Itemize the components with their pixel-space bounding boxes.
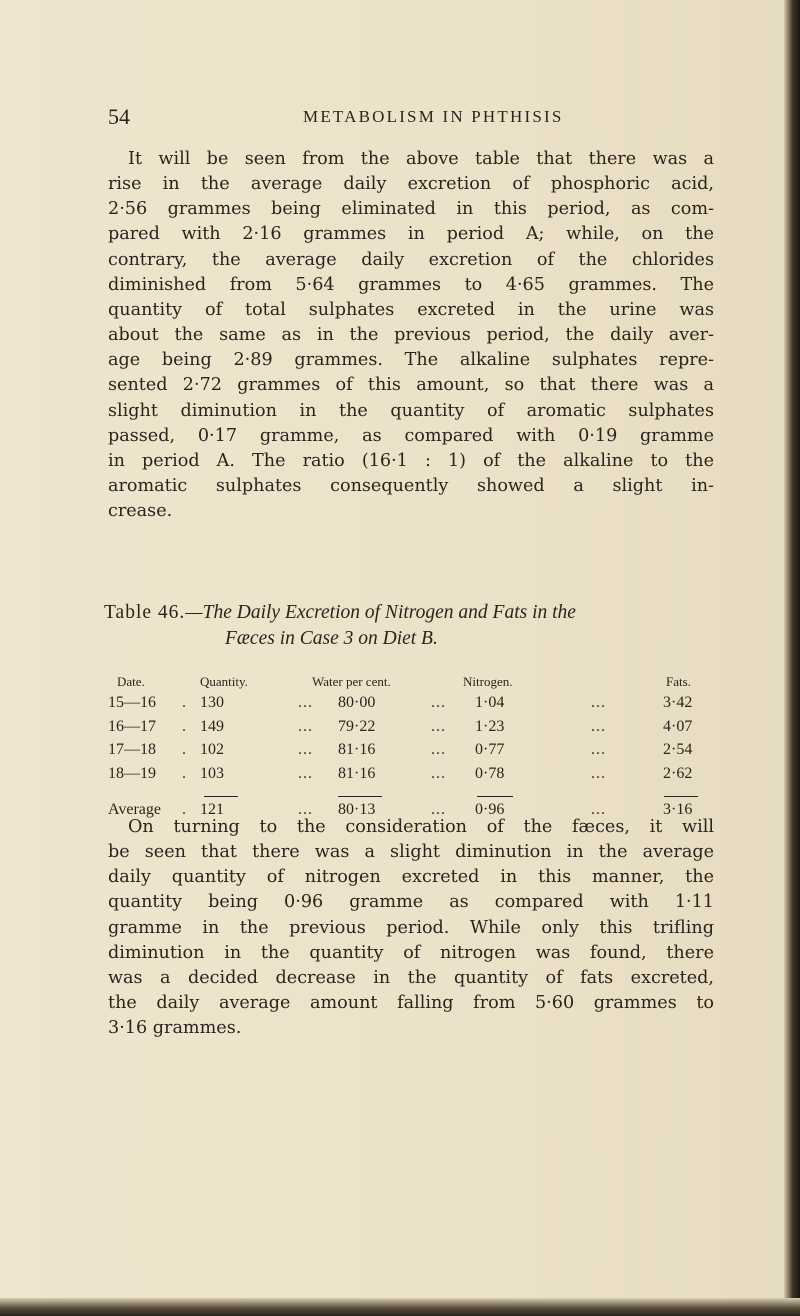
cell-average-label: Average — [108, 801, 161, 818]
cell-quantity: 149 — [200, 717, 224, 735]
column-header-date: Date. — [117, 674, 145, 689]
leader-dots: ... — [298, 741, 313, 758]
table-title-line1: —The Daily Excretion of Nitrogen and Fats in the — [185, 602, 576, 623]
cell-nitrogen: 0·78 — [475, 764, 505, 782]
table-row — [108, 741, 708, 765]
leader-dots: ... — [431, 801, 446, 818]
text-line: about the same as in the previous period, the daily aver- — [108, 325, 714, 346]
table-row — [108, 765, 708, 789]
leader-dots: ... — [591, 801, 606, 818]
text-line: passed, 0·17 gramme, as compared with 0·19 gramme — [108, 425, 714, 446]
column-header-fats: Fats. — [666, 674, 691, 689]
sum-rule-water — [338, 796, 382, 797]
cell-fats: 2·62 — [663, 764, 693, 782]
leader-dots: ... — [431, 717, 446, 735]
text-line: quantity of total sulphates excreted in the urine was — [108, 299, 714, 320]
text-line: be seen that there was a slight diminution in the average — [108, 842, 714, 863]
text-line: 2·56 grammes being eliminated in this period, as com- — [108, 199, 714, 220]
cell-date: 18—19 — [108, 764, 156, 782]
text-line: 3·16 grammes. — [108, 1018, 242, 1039]
cell-nitrogen: 1·23 — [475, 717, 505, 735]
cell-quantity: 130 — [200, 694, 224, 711]
text-line: gramme in the previous period. While only this trifling — [108, 917, 714, 938]
text-line: On turning to the consideration of the fæces, it will — [128, 817, 714, 837]
row-dot: . — [182, 801, 187, 818]
cell-nitrogen: 0·96 — [475, 801, 505, 818]
page-number: 54 — [108, 104, 130, 129]
cell-fats: 2·54 — [663, 741, 693, 758]
text-line: daily quantity of nitrogen excreted in this manner, the — [108, 867, 714, 888]
text-line: age being 2·89 grammes. The alkaline sulphates repre- — [108, 350, 714, 371]
page-bottom-shadow — [0, 1298, 800, 1316]
cell-water: 81·16 — [338, 741, 376, 758]
leader-dots: ... — [298, 801, 313, 818]
running-head — [108, 104, 708, 134]
cell-fats: 4·07 — [663, 717, 693, 735]
table-row — [108, 718, 708, 742]
table-caption — [104, 600, 724, 652]
page-edge-shadow — [784, 0, 800, 1316]
text-line: crease. — [108, 501, 173, 522]
running-title: METABOLISM IN PHTHISIS — [303, 107, 564, 126]
sum-rule-quantity — [204, 796, 238, 797]
leader-dots: ... — [298, 717, 313, 735]
leader-dots: ... — [298, 764, 313, 782]
leader-dots: ... — [431, 764, 446, 782]
row-dot: . — [182, 764, 187, 782]
leader-dots: ... — [591, 741, 606, 758]
row-dot: . — [182, 741, 187, 758]
text-line: rise in the average daily excretion of phosphoric acid, — [108, 174, 714, 195]
table-label: Table 46. — [104, 602, 186, 623]
cell-nitrogen: 0·77 — [475, 741, 505, 758]
text-line: was a decided decrease in the quantity of fats excreted, — [108, 967, 714, 988]
paragraph-phosphoric-acid — [108, 147, 714, 524]
cell-fats: 3·42 — [663, 694, 693, 711]
text-line: the daily average amount falling from 5·60 grammes to — [108, 993, 714, 1014]
leader-dots: ... — [298, 694, 313, 711]
cell-date: 15—16 — [108, 694, 156, 711]
nitrogen-fats-table — [108, 674, 708, 825]
cell-date: 17—18 — [108, 741, 156, 758]
column-header-water: Water per cent. — [312, 674, 391, 689]
table-title-line2: Fæces in Case 3 on Diet B. — [225, 628, 438, 649]
cell-nitrogen: 1·04 — [475, 694, 505, 711]
leader-dots: ... — [431, 741, 446, 758]
cell-water: 81·16 — [338, 764, 376, 782]
table-header-row — [108, 674, 708, 694]
cell-quantity: 102 — [200, 741, 224, 758]
leader-dots: ... — [591, 764, 606, 782]
text-line: slight diminution in the quantity of aromatic sulphates — [108, 400, 714, 421]
sum-rule-nitrogen — [477, 796, 513, 797]
text-line: It will be seen from the above table that there was a — [128, 149, 714, 169]
table-row — [108, 694, 708, 718]
leader-dots: ... — [431, 694, 446, 711]
cell-quantity: 121 — [200, 801, 224, 818]
text-line: in period A. The ratio (16·1 : 1) of the alkaline to the — [108, 450, 714, 471]
cell-water: 79·22 — [338, 717, 376, 735]
cell-fats: 3·16 — [663, 801, 693, 818]
column-header-quantity: Quantity. — [200, 674, 248, 689]
text-line: aromatic sulphates consequently showed a slight in- — [108, 476, 714, 497]
text-line: contrary, the average daily excretion of the chlorides — [108, 249, 714, 270]
leader-dots: ... — [591, 694, 606, 711]
row-dot: . — [182, 717, 187, 735]
text-line: diminution in the quantity of nitrogen was found, there — [108, 942, 714, 963]
cell-water: 80·13 — [338, 801, 376, 818]
sum-rule-fats — [664, 796, 698, 797]
text-line: diminished from 5·64 grammes to 4·65 grammes. The — [108, 274, 714, 295]
text-line: pared with 2·16 grammes in period A; while, on the — [108, 224, 714, 245]
column-header-nitrogen: Nitrogen. — [463, 674, 513, 689]
text-line: quantity being 0·96 gramme as compared with 1·11 — [108, 892, 714, 913]
cell-water: 80·00 — [338, 694, 376, 711]
cell-date: 16—17 — [108, 717, 156, 735]
text-line: sented 2·72 grammes of this amount, so that there was a — [108, 375, 714, 396]
cell-quantity: 103 — [200, 764, 224, 782]
paragraph-faeces — [108, 815, 714, 1041]
row-dot: . — [182, 694, 187, 711]
leader-dots: ... — [591, 717, 606, 735]
